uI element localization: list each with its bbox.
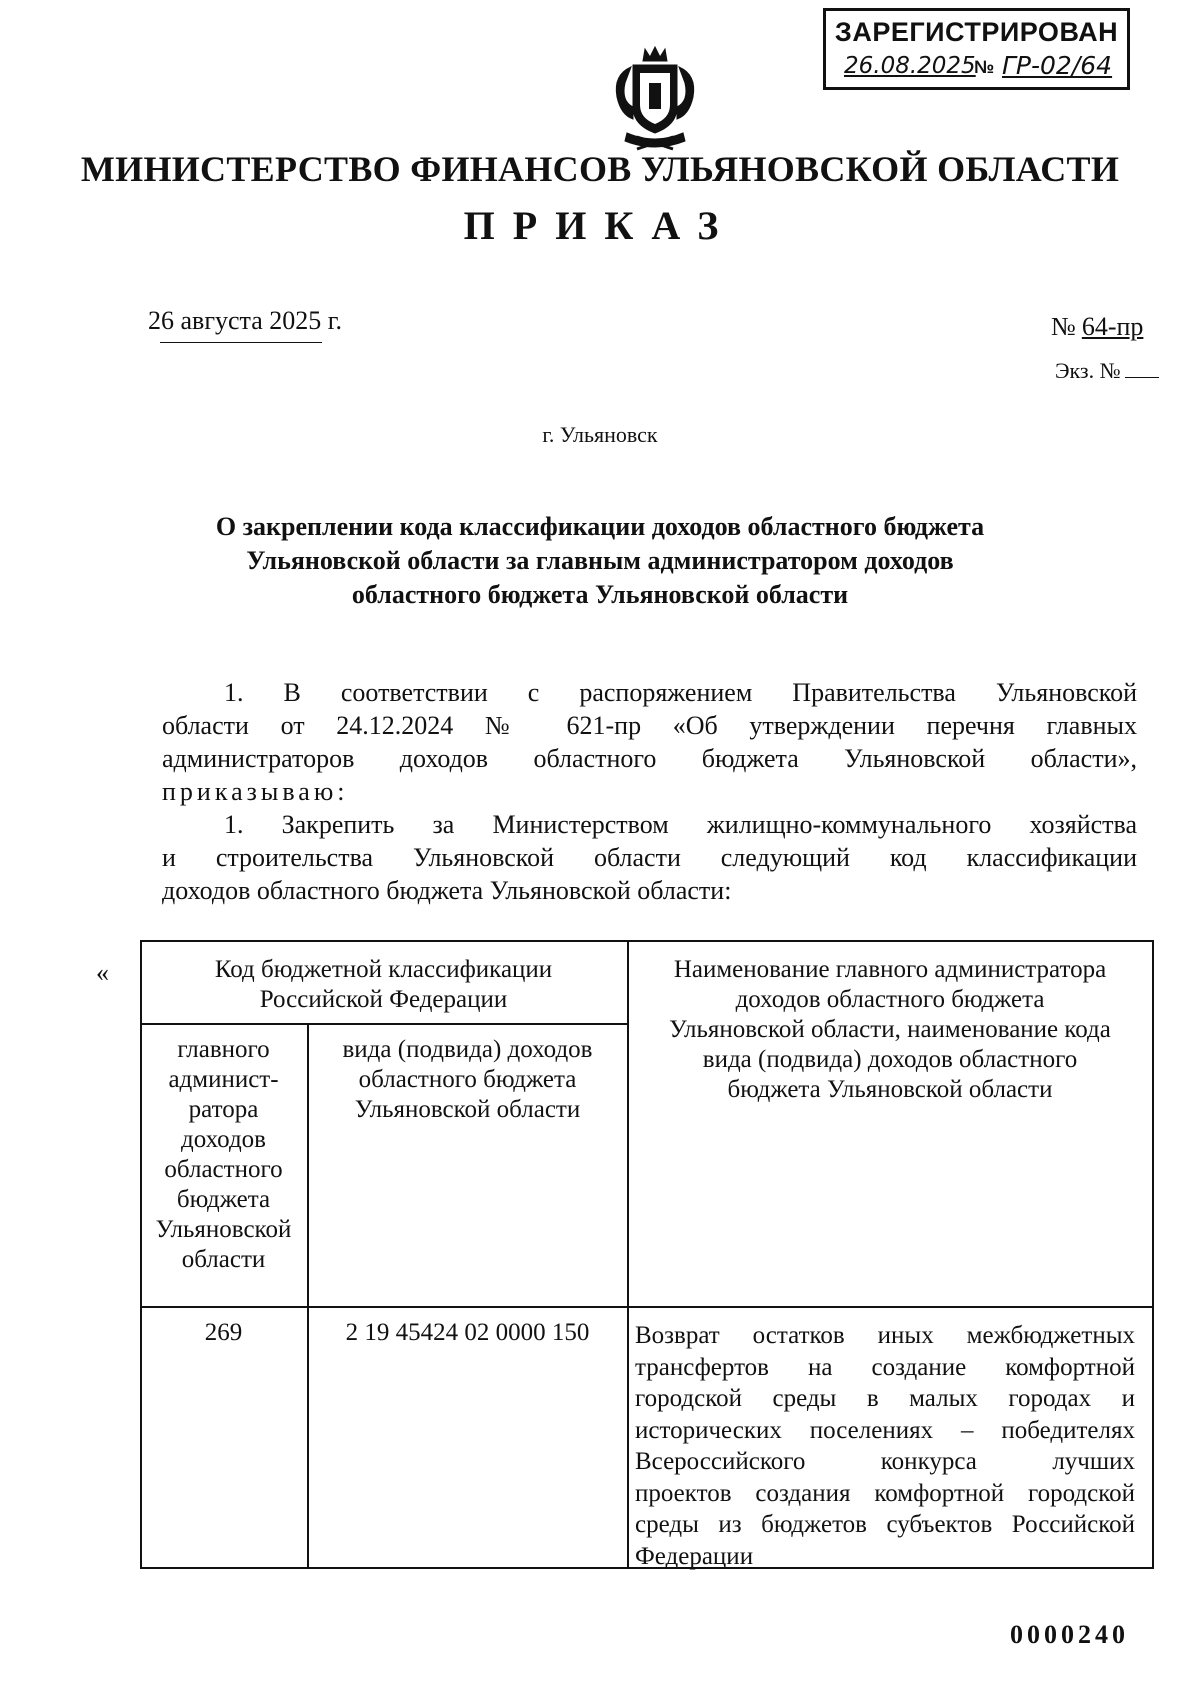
cell-income-code: 2 19 45424 02 0000 150 (345, 1319, 590, 1346)
opening-quote: « (96, 958, 109, 987)
paragraph-line: администраторов доходов областного бюджета Ульяновской области», (162, 744, 1137, 773)
number-value: 64-пр (1081, 312, 1144, 341)
copy-number (1055, 358, 1159, 384)
copy-number-blank (1125, 361, 1159, 378)
paragraph-line: 1. В соответствии с распоряжением Правительства Ульяновской (224, 678, 1137, 707)
cell-admin-code: 269 (204, 1319, 243, 1346)
document-heading (150, 510, 1050, 612)
classification-table (140, 940, 1154, 1570)
group-header: Код бюджетной классификации Российской Федерации (214, 956, 553, 1013)
stamp-title: ЗАРЕГИСТРИРОВАН (834, 17, 1119, 47)
date-underline (160, 342, 322, 343)
paragraph-line: доходов областного бюджета Ульяновской области: (162, 876, 732, 905)
stamp-number: ГР-02/64 (1002, 51, 1113, 80)
heading-line: О закреплении кода классификации доходов областного бюджета (215, 512, 985, 541)
order-title: ПРИКАЗ (463, 203, 737, 248)
heading-line: Ульяновской области за главным администратором доходов (246, 546, 954, 575)
col-header-income-type: вида (подвида) доходов областного бюджета Ульяновской области (342, 1036, 593, 1123)
paragraph-preamble (162, 676, 1137, 808)
stamp-number-label: № (974, 57, 995, 77)
ministry-title: МИНИСТЕРСТВО ФИНАНСОВ УЛЬЯНОВСКОЙ ОБЛАСТИ (80, 149, 1120, 189)
paragraph-line: и строительства Ульяновской области следующий код классификации (162, 843, 1137, 872)
registration-stamp (823, 8, 1130, 90)
paragraph-line: 1. Закрепить за Министерством жилищно-коммунального хозяйства (224, 810, 1137, 839)
stamp-date: 26.08.2025 (844, 53, 976, 79)
cell-description: Возврат остатков иных межбюджетных трансфертов на создание комфортной городской среды в малых городах и исторических поселениях – победителях Всероссийского конкурса лучших проектов создания комфортной городской среды из бюджетов субъектов Российской Федерации (635, 1322, 1135, 1570)
document-date: 26 августа 2025 г. (148, 306, 342, 335)
paragraph-item-1 (162, 808, 1137, 907)
coat-of-arms-icon (607, 45, 703, 153)
page-serial-number: 0000240 (1010, 1620, 1129, 1649)
number-label: № (1051, 312, 1076, 341)
paragraph-line: приказываю: (162, 777, 349, 806)
col-header-name: Наименование главного администратора доходов областного бюджета Ульяновской области, наименование кода вида (подвида) доходов областного бюджета Ульяновской области (669, 956, 1111, 1103)
col-header-admin: главного админист- ратора доходов областного бюджета Ульяновской области (155, 1036, 292, 1273)
city: г. Ульяновск (542, 422, 658, 447)
paragraph-line: области от 24.12.2024 № 621-пр «Об утверждении перечня главных (162, 711, 1137, 740)
copy-label: Экз. № (1055, 358, 1121, 383)
heading-line: областного бюджета Ульяновской области (351, 580, 849, 609)
document-number (1051, 312, 1143, 342)
